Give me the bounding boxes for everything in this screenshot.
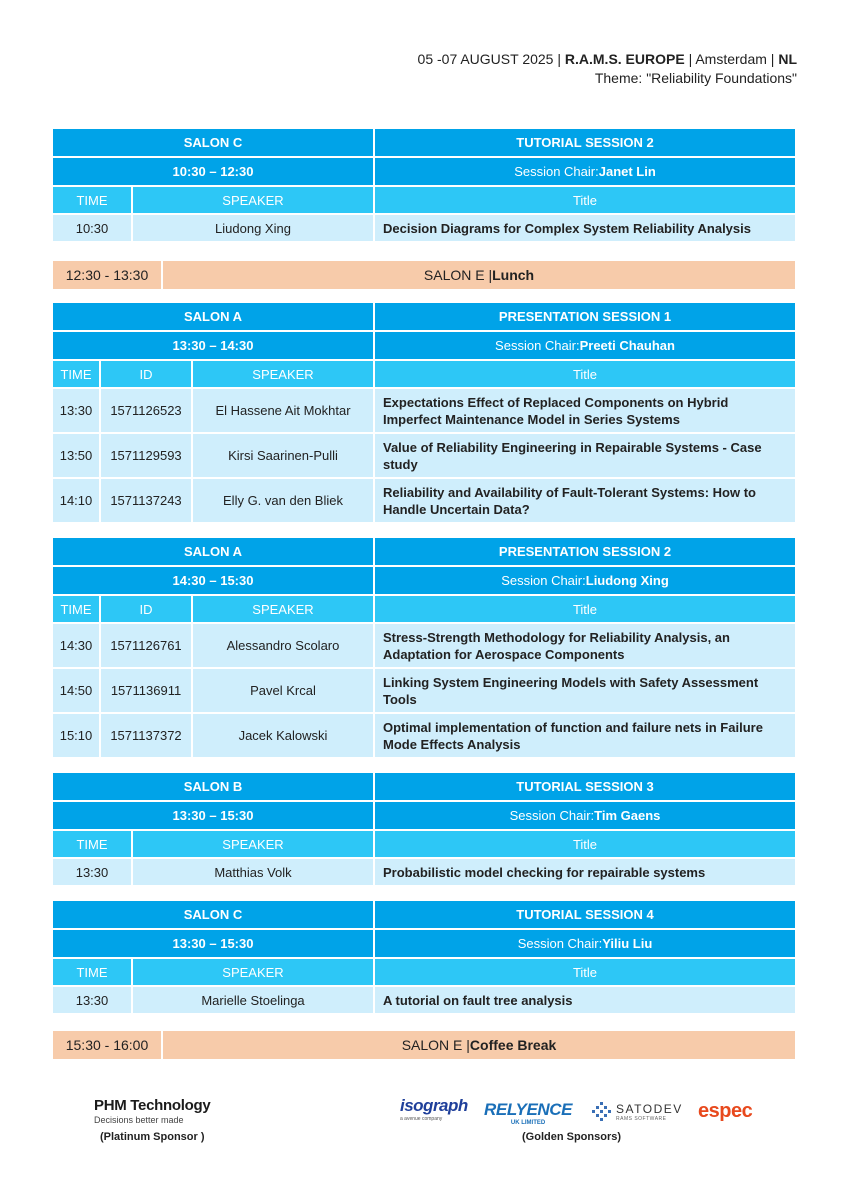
talk-title: Reliability and Availability of Fault-Tolerant Systems: How to Handle Uncertain Data? xyxy=(383,484,756,517)
column-header-row xyxy=(53,959,795,987)
table-row xyxy=(53,987,795,1015)
talk-id: 1571126523 xyxy=(101,389,193,432)
col-time: TIME xyxy=(53,187,133,213)
table-row xyxy=(53,669,795,714)
session-name: PRESENTATION SESSION 1 xyxy=(498,309,672,324)
session-header-row xyxy=(53,773,795,802)
talk-speaker: Marielle Stoelinga xyxy=(133,987,375,1013)
talk-id: 1571136911 xyxy=(101,669,193,712)
session-time-row xyxy=(53,332,795,361)
session-chair: Session Chair: Yiliu Liu xyxy=(517,936,653,951)
session-header-row xyxy=(53,538,795,567)
talk-title: Expectations Effect of Replaced Components on Hybrid Imperfect Maintenance Model in Series Systems xyxy=(383,394,729,427)
talk-speaker: Jacek Kalowski xyxy=(193,714,375,757)
salon-name: SALON C xyxy=(53,129,375,156)
session-time-row xyxy=(53,802,795,831)
session-header-row xyxy=(53,303,795,332)
talk-title: A tutorial on fault tree analysis xyxy=(383,992,573,1008)
golden-sponsors-label: (Golden Sponsors) xyxy=(522,1131,621,1143)
talk-speaker: Matthias Volk xyxy=(133,859,375,885)
break-label: SALON E | Coffee Break xyxy=(401,1037,557,1053)
column-header-row xyxy=(53,831,795,859)
talk-time: 15:10 xyxy=(53,714,101,757)
session-header-row xyxy=(53,129,795,158)
session-time: 13:30 – 15:30 xyxy=(53,930,375,957)
tutorial-session-4 xyxy=(53,901,795,1015)
session-name: TUTORIAL SESSION 4 xyxy=(516,907,654,922)
relyence-logo xyxy=(484,1100,572,1126)
lunch-break-row xyxy=(53,261,795,289)
platinum-sponsor-name: PHM Technology xyxy=(94,1097,211,1114)
table-row xyxy=(53,624,795,669)
talk-speaker: Liudong Xing xyxy=(133,215,375,241)
session-header-row xyxy=(53,901,795,930)
col-id: ID xyxy=(101,361,193,387)
relyence-logo-text: RELYENCE xyxy=(484,1100,573,1119)
talk-time: 10:30 xyxy=(53,215,133,241)
salon-name: SALON A xyxy=(53,538,375,565)
tutorial-session-2 xyxy=(53,129,795,243)
presentation-session-1 xyxy=(53,303,795,524)
col-title: Title xyxy=(572,601,598,617)
salon-name: SALON C xyxy=(53,901,375,928)
talk-title: Probabilistic model checking for repairable systems xyxy=(383,864,706,880)
presentation-session-2 xyxy=(53,538,795,759)
satodev-logo-text: SATODEV xyxy=(616,1102,683,1116)
col-title: Title xyxy=(572,964,598,980)
talk-title: Stress-Strength Methodology for Reliability Analysis, an Adaptation for Aerospace Components xyxy=(383,629,730,662)
talk-time: 13:30 xyxy=(53,859,133,885)
talk-time: 14:30 xyxy=(53,624,101,667)
session-name: TUTORIAL SESSION 2 xyxy=(516,135,654,150)
table-row xyxy=(53,215,795,243)
talk-time: 14:10 xyxy=(53,479,101,522)
col-time: TIME xyxy=(53,959,133,985)
salon-name: SALON A xyxy=(53,303,375,330)
session-chair: Session Chair: Janet Lin xyxy=(514,164,656,179)
theme-line: Theme: "Reliability Foundations" xyxy=(594,70,797,86)
talk-speaker: Kirsi Saarinen-Pulli xyxy=(193,434,375,477)
espec-logo: espec xyxy=(698,1100,753,1122)
table-row xyxy=(53,859,795,887)
isograph-logo-text: isograph xyxy=(400,1096,468,1115)
tutorial-session-3 xyxy=(53,773,795,887)
session-time-row xyxy=(53,567,795,596)
break-time: 15:30 - 16:00 xyxy=(53,1031,163,1059)
talk-title: Value of Reliability Engineering in Repairable Systems - Case study xyxy=(383,439,762,472)
table-row xyxy=(53,434,795,479)
col-title: Title xyxy=(572,366,598,382)
session-time: 14:30 – 15:30 xyxy=(53,567,375,594)
relyence-logo-sub: UK LIMITED xyxy=(510,1120,546,1126)
col-speaker: SPEAKER xyxy=(193,596,375,622)
col-speaker: SPEAKER xyxy=(193,361,375,387)
session-name: PRESENTATION SESSION 2 xyxy=(498,544,672,559)
col-time: TIME xyxy=(53,596,101,622)
table-row xyxy=(53,389,795,434)
table-row xyxy=(53,479,795,524)
event-line: 05 -07 AUGUST 2025 | R.A.M.S. EUROPE | Amsterdam | NL xyxy=(417,51,797,67)
col-time: TIME xyxy=(53,831,133,857)
talk-time: 13:30 xyxy=(53,389,101,432)
talk-id: 1571137243 xyxy=(101,479,193,522)
talk-time: 13:30 xyxy=(53,987,133,1013)
talk-time: 13:50 xyxy=(53,434,101,477)
talk-title: Decision Diagrams for Complex System Reliability Analysis xyxy=(383,220,751,236)
satodev-logo-sub: RAMS SOFTWARE xyxy=(616,1116,667,1122)
col-id: ID xyxy=(101,596,193,622)
platinum-sponsor-tagline: Decisions better made xyxy=(94,1115,184,1125)
session-time: 10:30 – 12:30 xyxy=(53,158,375,185)
session-name: TUTORIAL SESSION 3 xyxy=(516,779,654,794)
satodev-mark-icon xyxy=(591,1102,613,1122)
column-header-row xyxy=(53,187,795,215)
col-speaker: SPEAKER xyxy=(133,959,375,985)
break-label: SALON E | Lunch xyxy=(423,267,535,283)
phm-technology-logo xyxy=(94,1097,210,1125)
col-title: Title xyxy=(572,836,598,852)
talk-title: Linking System Engineering Models with Safety Assessment Tools xyxy=(383,674,759,707)
column-header-row xyxy=(53,361,795,389)
satodev-logo xyxy=(591,1102,683,1122)
talk-speaker: Elly G. van den Bliek xyxy=(193,479,375,522)
col-title: Title xyxy=(572,192,598,208)
platinum-sponsor-label: (Platinum Sponsor ) xyxy=(100,1131,205,1143)
col-speaker: SPEAKER xyxy=(133,187,375,213)
table-row xyxy=(53,714,795,759)
talk-title: Optimal implementation of function and failure nets in Failure Mode Effects Analysis xyxy=(383,719,763,752)
page-header xyxy=(418,50,797,88)
talk-speaker: Alessandro Scolaro xyxy=(193,624,375,667)
session-time: 13:30 – 14:30 xyxy=(53,332,375,359)
col-time: TIME xyxy=(53,361,101,387)
salon-name: SALON B xyxy=(53,773,375,800)
talk-speaker: Pavel Krcal xyxy=(193,669,375,712)
session-time-row xyxy=(53,158,795,187)
isograph-logo xyxy=(400,1096,468,1122)
session-time-row xyxy=(53,930,795,959)
col-speaker: SPEAKER xyxy=(133,831,375,857)
break-time: 12:30 - 13:30 xyxy=(53,261,163,289)
talk-time: 14:50 xyxy=(53,669,101,712)
session-chair: Session Chair: Preeti Chauhan xyxy=(495,338,675,353)
isograph-logo-sub: a avenue company xyxy=(400,1116,443,1122)
session-chair: Session Chair: Liudong Xing xyxy=(501,573,669,588)
talk-id: 1571126761 xyxy=(101,624,193,667)
column-header-row xyxy=(53,596,795,624)
talk-id: 1571129593 xyxy=(101,434,193,477)
session-chair: Session Chair: Tim Gaens xyxy=(509,808,661,823)
session-time: 13:30 – 15:30 xyxy=(53,802,375,829)
talk-speaker: El Hassene Ait Mokhtar xyxy=(193,389,375,432)
talk-id: 1571137372 xyxy=(101,714,193,757)
coffee-break-row xyxy=(53,1031,795,1059)
